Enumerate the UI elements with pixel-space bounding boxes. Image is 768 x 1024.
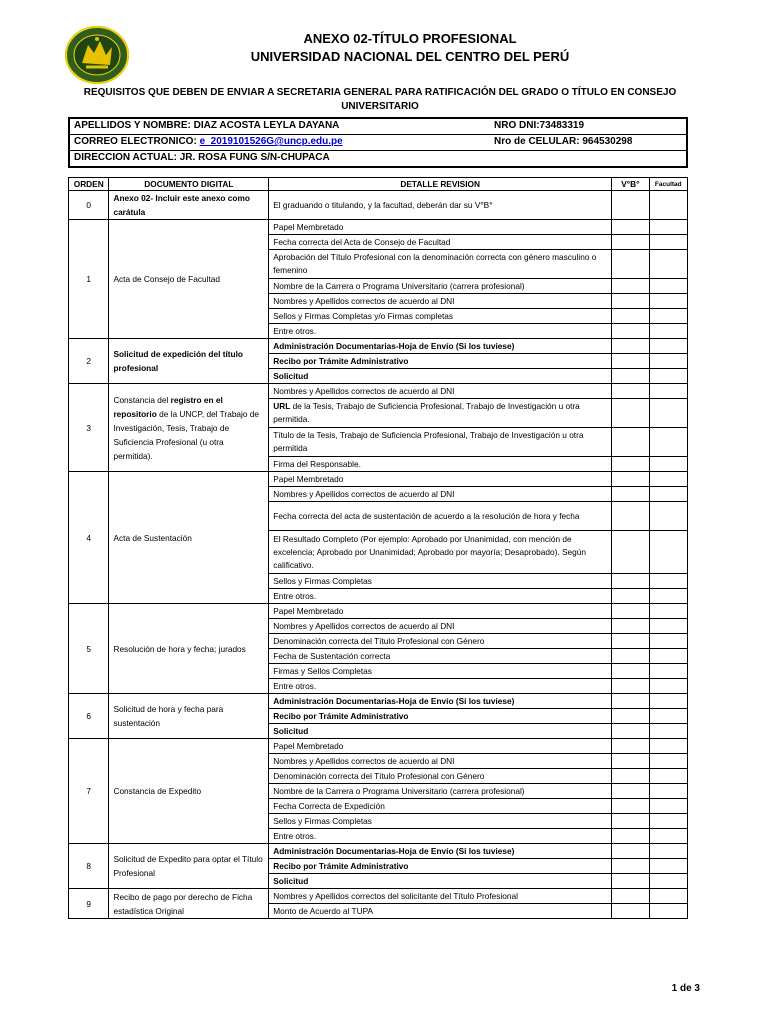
orden-cell: 4 <box>69 472 109 604</box>
detail-cell: Sellos y Firmas Completas <box>269 574 612 589</box>
vb-checkbox[interactable] <box>612 754 649 769</box>
vb-checkbox[interactable] <box>612 399 649 428</box>
vb-checkbox[interactable] <box>612 769 649 784</box>
vb-checkbox[interactable] <box>612 874 649 889</box>
facultad-checkbox[interactable] <box>649 694 687 709</box>
facultad-checkbox[interactable] <box>649 739 687 754</box>
table-row <box>69 739 688 754</box>
detail-cell: Papel Membretado <box>269 220 612 235</box>
detail-cell: Título de la Tesis, Trabajo de Suficiencia Profesional, Trabajo de Investigación u otra permitida <box>269 428 612 457</box>
detail-cell: Solicitud <box>269 369 612 384</box>
detail-cell: Entre otros. <box>269 589 612 604</box>
detail-cell: Denominación correcta del Título Profesional con Género <box>269 769 612 784</box>
document-cell: Recibo de pago por derecho de Ficha estadística Original <box>109 889 269 919</box>
vb-checkbox[interactable] <box>612 709 649 724</box>
detail-cell: Denominación correcta del Título Profesional con Género <box>269 634 612 649</box>
email-label: CORREO ELECTRONICO: <box>74 136 200 147</box>
document-cell: Constancia de Expedito <box>109 739 269 844</box>
table-row <box>69 384 688 399</box>
detail-cell: Nombre de la Carrera o Programa Universitario (carrera profesional) <box>269 279 612 294</box>
facultad-checkbox[interactable] <box>649 354 687 369</box>
facultad-checkbox[interactable] <box>649 829 687 844</box>
detail-cell: Nombres y Apellidos correctos de acuerdo al DNI <box>269 384 612 399</box>
header-vb: V°B° <box>612 178 649 191</box>
table-row <box>69 889 688 904</box>
facultad-checkbox[interactable] <box>649 814 687 829</box>
facultad-checkbox[interactable] <box>649 309 687 324</box>
detail-cell: Entre otros. <box>269 679 612 694</box>
vb-checkbox[interactable] <box>612 814 649 829</box>
facultad-checkbox[interactable] <box>649 384 687 399</box>
vb-checkbox[interactable] <box>612 369 649 384</box>
vb-checkbox[interactable] <box>612 859 649 874</box>
facultad-checkbox[interactable] <box>649 859 687 874</box>
vb-checkbox[interactable] <box>612 354 649 369</box>
detail-cell: Administración Documentarias-Hoja de Envío (Si los tuviese) <box>269 844 612 859</box>
requirements-heading: REQUISITOS QUE DEBEN DE ENVIAR A SECRETARIA GENERAL PARA RATIFICACIÓN DEL GRADO O TÍTULO EN CONSEJO UNIVERSITARIO <box>83 87 677 112</box>
detail-text: de la Tesis, Trabajo de Suficiencia Profesional, Trabajo de Investigación u otra permitida. <box>273 401 580 424</box>
facultad-checkbox[interactable] <box>649 339 687 354</box>
detail-cell: Nombres y Apellidos correctos de acuerdo al DNI <box>269 754 612 769</box>
vb-checkbox[interactable] <box>612 384 649 399</box>
facultad-checkbox[interactable] <box>649 874 687 889</box>
detail-cell: Nombres y Apellidos correctos de acuerdo al DNI <box>269 294 612 309</box>
table-row <box>69 604 688 619</box>
vb-checkbox[interactable] <box>612 428 649 457</box>
vb-checkbox[interactable] <box>612 472 649 487</box>
vb-checkbox[interactable] <box>612 664 649 679</box>
facultad-checkbox[interactable] <box>649 679 687 694</box>
detail-cell: Papel Membretado <box>269 739 612 754</box>
vb-checkbox[interactable] <box>612 619 649 634</box>
vb-checkbox[interactable] <box>612 502 649 531</box>
vb-checkbox[interactable] <box>612 634 649 649</box>
orden-cell: 8 <box>69 844 109 889</box>
vb-checkbox[interactable] <box>612 739 649 754</box>
detail-cell: Nombres y Apellidos correctos de acuerdo al DNI <box>269 619 612 634</box>
detail-cell: El Resultado Completo (Por ejemplo: Aprobado por Unanimidad, con mención de excelencia; Aprobado por Unanimidad; Aprobado por mayoría; Desaprobado). Según calificativo. <box>269 531 612 574</box>
orden-cell: 1 <box>69 220 109 339</box>
vb-checkbox[interactable] <box>612 799 649 814</box>
detail-cell: Fecha de Sustentación correcta <box>269 649 612 664</box>
table-row <box>69 694 688 709</box>
vb-checkbox[interactable] <box>612 889 649 904</box>
detail-cell: Recibo por Trámite Administrativo <box>269 354 612 369</box>
orden-cell: 6 <box>69 694 109 739</box>
document-cell: Solicitud de hora y fecha para sustentación <box>109 694 269 739</box>
detail-cell: Entre otros. <box>269 829 612 844</box>
applicant-phone: Nro de CELULAR: 964530298 <box>494 136 633 147</box>
vb-checkbox[interactable] <box>612 324 649 339</box>
name-row <box>70 119 686 135</box>
vb-checkbox[interactable] <box>612 784 649 799</box>
vb-checkbox[interactable] <box>612 589 649 604</box>
facultad-checkbox[interactable] <box>649 724 687 739</box>
vb-checkbox[interactable] <box>612 250 649 279</box>
document-cell <box>109 384 269 472</box>
facultad-checkbox[interactable] <box>649 589 687 604</box>
address-row <box>70 151 686 166</box>
vb-checkbox[interactable] <box>612 279 649 294</box>
detail-cell: Administración Documentarias-Hoja de Envío (Si los tuviese) <box>269 694 612 709</box>
facultad-checkbox[interactable] <box>649 664 687 679</box>
document-cell: Acta de Consejo de Facultad <box>109 220 269 339</box>
vb-checkbox[interactable] <box>612 339 649 354</box>
detail-cell: Administración Documentarias-Hoja de Envío (Si los tuviese) <box>269 339 612 354</box>
doc-text: de la UNCP, del Trabajo de Investigación, Tesis, Trabajo de Suficiencia Profesional (u otra permitida). <box>113 408 260 461</box>
university-name: UNIVERSIDAD NACIONAL DEL CENTRO DEL PERÚ <box>250 49 570 64</box>
facultad-checkbox[interactable] <box>649 844 687 859</box>
facultad-checkbox[interactable] <box>649 634 687 649</box>
applicant-info-box <box>68 117 688 168</box>
header-facultad: Facultad <box>649 178 687 191</box>
header-detalle: DETALLE REVISION <box>269 178 612 191</box>
header-orden: ORDEN <box>69 178 109 191</box>
vb-checkbox[interactable] <box>612 694 649 709</box>
url-label: URL <box>273 401 291 411</box>
vb-checkbox[interactable] <box>612 679 649 694</box>
facultad-checkbox[interactable] <box>649 294 687 309</box>
detail-cell: Aprobación del Título Profesional con la denominación correcta con género masculino o femenino <box>269 250 612 279</box>
facultad-checkbox[interactable] <box>649 472 687 487</box>
vb-checkbox[interactable] <box>612 309 649 324</box>
detail-cell: Fecha correcta del acta de sustentación de acuerdo a la resolución de hora y fecha <box>269 502 612 531</box>
header-documento: DOCUMENTO DIGITAL <box>109 178 269 191</box>
detail-cell: Firmas y Sellos Completas <box>269 664 612 679</box>
detail-cell: Sellos y Firmas Completas <box>269 814 612 829</box>
table-row <box>69 472 688 487</box>
detail-cell: Solicitud <box>269 724 612 739</box>
facultad-checkbox[interactable] <box>649 399 687 428</box>
facultad-checkbox[interactable] <box>649 279 687 294</box>
vb-checkbox[interactable] <box>612 844 649 859</box>
detail-cell: Sellos y Firmas Completas y/o Firmas completas <box>269 309 612 324</box>
facultad-checkbox[interactable] <box>649 904 687 919</box>
facultad-checkbox[interactable] <box>649 889 687 904</box>
vb-checkbox[interactable] <box>612 191 649 220</box>
document-cell: Anexo 02- Incluir este anexo como carátula <box>109 191 269 220</box>
table-row <box>69 220 688 235</box>
applicant-address: DIRECCION ACTUAL: JR. ROSA FUNG S/N-CHUPACA <box>74 152 330 163</box>
document-title: ANEXO 02-TÍTULO PROFESIONAL <box>303 31 517 46</box>
document-cell: Resolución de hora y fecha; jurados <box>109 604 269 694</box>
detail-cell: El graduando o titulando, y la facultad, deberán dar su V°B° <box>269 191 612 220</box>
detail-cell: Solicitud <box>269 874 612 889</box>
facultad-checkbox[interactable] <box>649 531 687 574</box>
vb-checkbox[interactable] <box>612 649 649 664</box>
detail-cell <box>269 399 612 428</box>
detail-cell: Fecha Correcta de Expedición <box>269 799 612 814</box>
facultad-checkbox[interactable] <box>649 649 687 664</box>
vb-checkbox[interactable] <box>612 724 649 739</box>
orden-cell: 7 <box>69 739 109 844</box>
facultad-checkbox[interactable] <box>649 191 687 220</box>
detail-cell: Recibo por Trámite Administrativo <box>269 709 612 724</box>
document-cell: Solicitud de Expedito para optar el Título Profesional <box>109 844 269 889</box>
facultad-checkbox[interactable] <box>649 769 687 784</box>
detail-cell: Recibo por Trámite Administrativo <box>269 859 612 874</box>
facultad-checkbox[interactable] <box>649 709 687 724</box>
vb-checkbox[interactable] <box>612 457 649 472</box>
orden-cell: 9 <box>69 889 109 919</box>
facultad-checkbox[interactable] <box>649 784 687 799</box>
review-table <box>68 177 688 919</box>
detail-cell: Fecha correcta del Acta de Consejo de Facultad <box>269 235 612 250</box>
document-cell: Solicitud de expedición del título profesional <box>109 339 269 384</box>
university-logo-icon <box>64 25 130 85</box>
table-row <box>69 339 688 354</box>
facultad-checkbox[interactable] <box>649 324 687 339</box>
email-row <box>70 135 686 151</box>
orden-cell: 2 <box>69 339 109 384</box>
detail-cell: Papel Membretado <box>269 604 612 619</box>
detail-cell: Papel Membretado <box>269 472 612 487</box>
table-row <box>69 191 688 220</box>
vb-checkbox[interactable] <box>612 829 649 844</box>
facultad-checkbox[interactable] <box>649 235 687 250</box>
facultad-checkbox[interactable] <box>649 502 687 531</box>
orden-cell: 5 <box>69 604 109 694</box>
vb-checkbox[interactable] <box>612 574 649 589</box>
table-header <box>69 178 688 191</box>
table-row <box>69 844 688 859</box>
applicant-name: APELLIDOS Y NOMBRE: DIAZ ACOSTA LEYLA DAYANA <box>74 120 340 131</box>
vb-checkbox[interactable] <box>612 235 649 250</box>
doc-text-bold: registro en el repositorio <box>113 394 223 419</box>
detail-cell: Entre otros. <box>269 324 612 339</box>
facultad-checkbox[interactable] <box>649 604 687 619</box>
applicant-dni: NRO DNI:73483319 <box>494 120 585 131</box>
detail-cell: Monto de Acuerdo al TUPA <box>269 904 612 919</box>
page-number: 1 de 3 <box>671 983 700 994</box>
detail-cell: Nombres y Apellidos correctos de acuerdo al DNI <box>269 487 612 502</box>
orden-cell: 0 <box>69 191 109 220</box>
detail-cell: Nombre de la Carrera o Programa Universitario (carrera profesional) <box>269 784 612 799</box>
vb-checkbox[interactable] <box>612 531 649 574</box>
vb-checkbox[interactable] <box>612 904 649 919</box>
email-link[interactable]: e_2019101526G@uncp.edu.pe <box>199 136 343 147</box>
doc-text: Constancia del <box>113 394 171 405</box>
facultad-checkbox[interactable] <box>649 428 687 457</box>
orden-cell: 3 <box>69 384 109 472</box>
document-cell: Acta de Sustentación <box>109 472 269 604</box>
facultad-checkbox[interactable] <box>649 754 687 769</box>
facultad-checkbox[interactable] <box>649 369 687 384</box>
facultad-checkbox[interactable] <box>649 457 687 472</box>
facultad-checkbox[interactable] <box>649 220 687 235</box>
vb-checkbox[interactable] <box>612 604 649 619</box>
facultad-checkbox[interactable] <box>649 574 687 589</box>
facultad-checkbox[interactable] <box>649 619 687 634</box>
detail-cell: Firma del Responsable. <box>269 457 612 472</box>
detail-cell: Nombres y Apellidos correctos del solicitante del Título Profesional <box>269 889 612 904</box>
vb-checkbox[interactable] <box>612 294 649 309</box>
facultad-checkbox[interactable] <box>649 250 687 279</box>
vb-checkbox[interactable] <box>612 220 649 235</box>
facultad-checkbox[interactable] <box>649 487 687 502</box>
vb-checkbox[interactable] <box>612 487 649 502</box>
facultad-checkbox[interactable] <box>649 799 687 814</box>
